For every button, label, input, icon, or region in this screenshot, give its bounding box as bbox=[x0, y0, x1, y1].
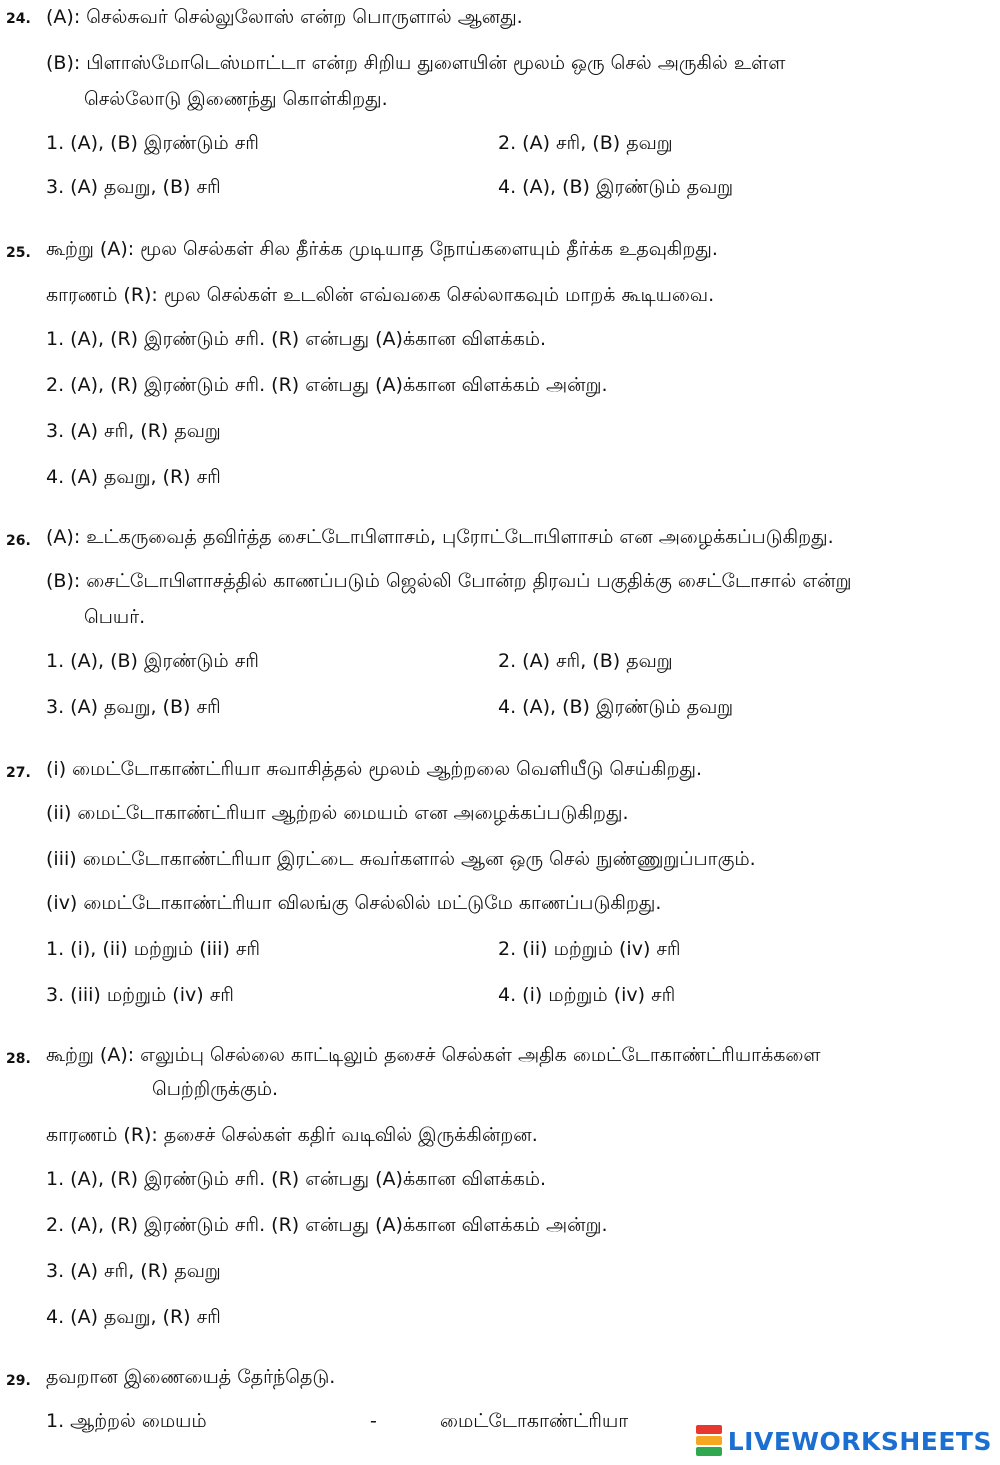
q27-statement-iii: (iii) மைட்டோகாண்ட்ரியா இரட்டை சுவர்களால் ஆன ஒரு செல் நுண்ணுறுப்பாகும். bbox=[46, 848, 756, 870]
q24-statement-a: (A): செல்சுவர் செல்லுலோஸ் என்ற பொருளால் ஆனது. bbox=[46, 6, 523, 28]
q25-option-4: 4. (A) தவறு, (R) சரி bbox=[46, 466, 221, 488]
q29-option-1-term: 1. ஆற்றல் மையம் bbox=[46, 1410, 207, 1432]
q27-statement-i: (i) மைட்டோகாண்ட்ரியா சுவாசித்தல் மூலம் ஆற்றலை வெளியீடு செய்கிறது. bbox=[46, 758, 703, 780]
q28-option-2: 2. (A), (R) இரண்டும் சரி. (R) என்பது (A)க்கான விளக்கம் அன்று. bbox=[46, 1214, 608, 1236]
q27-option-2: 2. (ii) மற்றும் (iv) சரி bbox=[498, 938, 681, 960]
q28-option-4: 4. (A) தவறு, (R) சரி bbox=[46, 1306, 221, 1328]
q27-option-3: 3. (iii) மற்றும் (iv) சரி bbox=[46, 984, 234, 1006]
q24-statement-b: (B): பிளாஸ்மோடெஸ்மாட்டா என்ற சிறிய துளையின் மூலம் ஒரு செல் அருகில் உள்ள bbox=[46, 52, 786, 74]
q27-statement-ii: (ii) மைட்டோகாண்ட்ரியா ஆற்றல் மையம் என அழைக்கப்படுகிறது. bbox=[46, 802, 629, 824]
question-number-27: 27. bbox=[6, 765, 31, 781]
q28-reason: காரணம் (R): தசைச் செல்கள் கதிர் வடிவில் இருக்கின்றன. bbox=[46, 1124, 538, 1146]
q25-assertion: கூற்று (A): மூல செல்கள் சில தீர்க்க முடியாத நோய்களையும் தீர்க்க உதவுகிறது. bbox=[46, 238, 718, 260]
q26-option-1: 1. (A), (B) இரண்டும் சரி bbox=[46, 650, 259, 672]
q26-option-3: 3. (A) தவறு, (B) சரி bbox=[46, 696, 221, 718]
q26-option-2: 2. (A) சரி, (B) தவறு bbox=[498, 650, 673, 672]
liveworksheets-logo-icon bbox=[696, 1425, 722, 1457]
q24-option-1: 1. (A), (B) இரண்டும் சரி bbox=[46, 132, 259, 154]
q24-option-2: 2. (A) சரி, (B) தவறு bbox=[498, 132, 673, 154]
q28-assertion: கூற்று (A): எலும்பு செல்லை காட்டிலும் தசைச் செல்கள் அதிக மைட்டோகாண்ட்ரியாக்களை bbox=[46, 1044, 821, 1066]
q29-option-1-match: மைட்டோகாண்ட்ரியா bbox=[440, 1410, 629, 1432]
question-number-25: 25. bbox=[6, 245, 31, 261]
liveworksheets-watermark bbox=[696, 1423, 992, 1459]
q25-reason: காரணம் (R): மூல செல்கள் உடலின் எவ்வகை செல்லாகவும் மாறக் கூடியவை. bbox=[46, 284, 715, 306]
q29-prompt: தவறான இணையைத் தேர்ந்தெடு. bbox=[46, 1366, 336, 1388]
question-number-28: 28. bbox=[6, 1051, 31, 1067]
q25-option-2: 2. (A), (R) இரண்டும் சரி. (R) என்பது (A)க்கான விளக்கம் அன்று. bbox=[46, 374, 608, 396]
q26-statement-b-cont: பெயர். bbox=[84, 606, 146, 628]
q28-option-1: 1. (A), (R) இரண்டும் சரி. (R) என்பது (A)க்கான விளக்கம். bbox=[46, 1168, 547, 1190]
question-number-26: 26. bbox=[6, 533, 31, 549]
q24-statement-b-cont: செல்லோடு இணைந்து கொள்கிறது. bbox=[84, 88, 388, 110]
q27-option-4: 4. (i) மற்றும் (iv) சரி bbox=[498, 984, 676, 1006]
q26-statement-b: (B): சைட்டோபிளாசத்தில் காணப்படும் ஜெல்லி போன்ற திரவப் பகுதிக்கு சைட்டோசால் என்று bbox=[46, 570, 852, 592]
q26-option-4: 4. (A), (B) இரண்டும் தவறு bbox=[498, 696, 734, 718]
q27-option-1: 1. (i), (ii) மற்றும் (iii) சரி bbox=[46, 938, 261, 960]
q28-option-3: 3. (A) சரி, (R) தவறு bbox=[46, 1260, 221, 1282]
question-number-24: 24. bbox=[6, 11, 31, 27]
q25-option-3: 3. (A) சரி, (R) தவறு bbox=[46, 420, 221, 442]
watermark-text: LIVEWORKSHEETS bbox=[727, 1426, 992, 1456]
q24-option-4: 4. (A), (B) இரண்டும் தவறு bbox=[498, 176, 734, 198]
q26-statement-a: (A): உட்கருவைத் தவிர்த்த சைட்டோபிளாசம், புரோட்டோபிளாசம் என அழைக்கப்படுகிறது. bbox=[46, 526, 834, 548]
q27-statement-iv: (iv) மைட்டோகாண்ட்ரியா விலங்கு செல்லில் மட்டுமே காணப்படுகிறது. bbox=[46, 892, 662, 914]
q25-option-1: 1. (A), (R) இரண்டும் சரி. (R) என்பது (A)க்கான விளக்கம். bbox=[46, 328, 547, 350]
q29-option-1-dash: - bbox=[370, 1410, 377, 1432]
q24-option-3: 3. (A) தவறு, (B) சரி bbox=[46, 176, 221, 198]
question-number-29: 29. bbox=[6, 1373, 31, 1389]
q28-assertion-cont: பெற்றிருக்கும். bbox=[152, 1078, 279, 1100]
